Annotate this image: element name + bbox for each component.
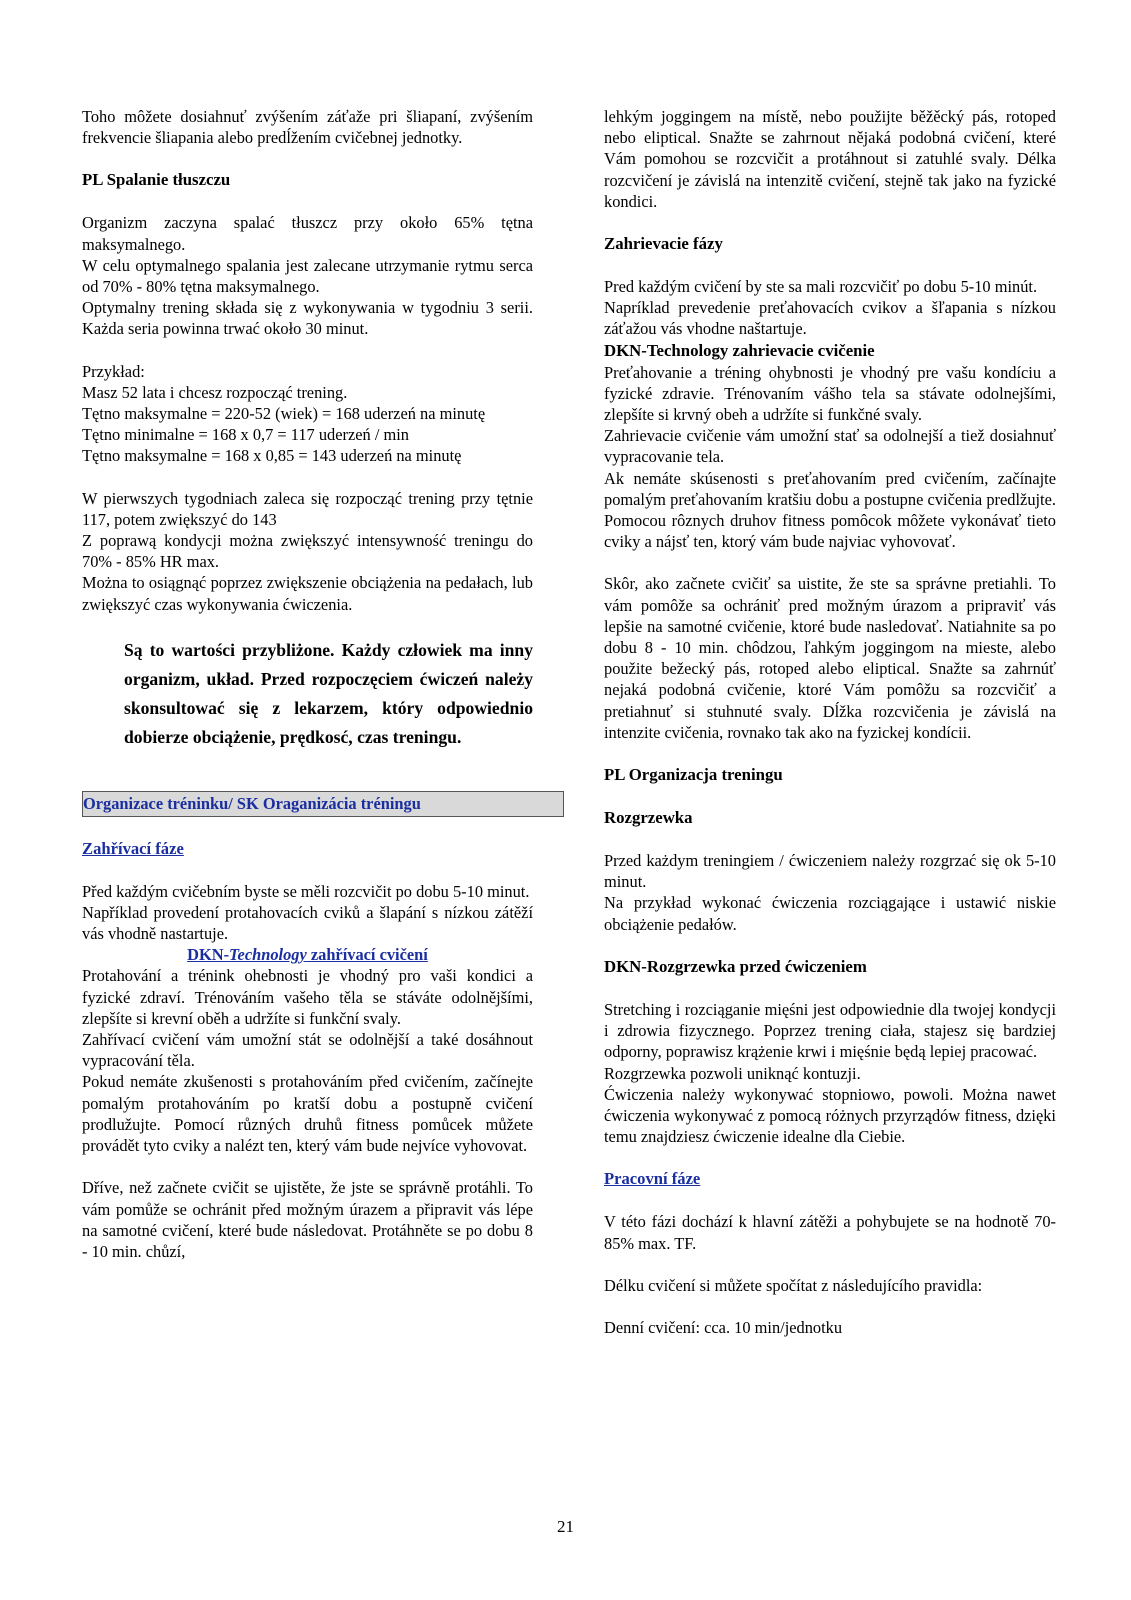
paragraph: Před každým cvičebním byste se měli rozcvičit po dobu 5-10 minut. [82, 881, 530, 901]
paragraph: Zahrievacie cvičenie vám umožní stať sa odolnejší a tiež dosiahnuť vypracovanie tela. [604, 426, 1056, 467]
paragraph: Rozgrzewka pozwoli uniknąć kontuzji. [604, 1063, 861, 1083]
paragraph: Z poprawą kondycji można zwiększyć intensywność treningu do 70% - 85% HR max. [82, 531, 533, 572]
paragraph: Organizm zaczyna spalać tłuszcz przy około 65% tętna maksymalnego. [82, 213, 533, 254]
paragraph: Preťahovanie a tréning ohybnosti je vhodný pre vašu kondíciu a fyzické zdravie. Trénovaním vášho tela sa stávate odolnejšími, zlepšíte si krvný obeh a udržíte si funkčné svaly. [604, 362, 1056, 425]
paragraph: Tętno minimalne = 168 x 0,7 = 117 uderzeń / min [82, 425, 409, 445]
paragraph: Napríklad prevedenie preťahovacích cvikov a šľapania s nízkou záťažou vás vhodne naštartuje. [604, 298, 1056, 339]
subsection-heading: DKN-Technology zahřívací cvičení [187, 945, 428, 965]
paragraph: Délku cvičení si můžete spočítat z následujícího pravidla: [604, 1275, 983, 1295]
paragraph: Například provedení protahovacích cviků a šlapání s nízkou zátěží vás vhodně nastartuje. [82, 903, 533, 944]
section-heading-work-cz: Pracovní fáze [604, 1169, 701, 1189]
section-heading-warmup-cz: Zahřívací fáze [82, 838, 184, 858]
paragraph: Na przykład wykonać ćwiczenia rozciągające i ustawić niskie obciążenie pedałów. [604, 893, 1056, 934]
paragraph: lehkým joggingem na místě, nebo použijte běžěcký pás, rotoped nebo eliptical. Snažte se zahrnout nějaká podobná cvičení, které Vám pomohou se rozcvičit a protáhnout si zatuhlé svaly. Délka rozcvičení je závislá na intenzitě cvičení, stejně tak jako na fyzické kondici. [604, 107, 1056, 211]
section-box-heading [82, 791, 564, 817]
paragraph: Toho môžete dosiahnuť zvýšením záťaže pri šliapaní, zvýšením frekvencie šliapania alebo predĺžením cvičebnej jednotky. [82, 107, 533, 148]
paragraph: Dříve, než začnete cvičit se ujistěte, že jste se správně protáhli. To vám pomůže se ochránit před možným úrazem a připravit vás lépe na samotné cvičení, které bude následovat. Protáhněte se po dobu 8 - 10 min. chůzí, [82, 1178, 533, 1261]
section-heading: DKN-Rozgrzewka przed ćwiczeniem [604, 956, 867, 976]
paragraph: Optymalny trening składa się z wykonywania w tygodniu 3 serii. Każda seria powinna trwać około 30 minut. [82, 298, 533, 339]
paragraph: Pred každým cvičení by ste sa mali rozcvičiť po dobu 5-10 minút. [604, 277, 1038, 297]
right-column [604, 106, 1056, 1338]
section-heading: Rozgrzewka [604, 808, 693, 828]
paragraph: Przykład: [82, 361, 145, 381]
paragraph: W pierwszych tygodniach zaleca się rozpocząć trening przy tętnie 117, potem zwiększyć do 143 [82, 488, 533, 529]
box-heading-text: Organizace tréninku/ SK Oraganizácia tréningu [83, 793, 421, 813]
section-heading: PL Spalanie tłuszczu [82, 170, 231, 190]
subsection-heading: DKN-Technology zahrievacie cvičenie [604, 340, 875, 360]
paragraph: Ak nemáte skúsenosti s preťahovaním pred cvičením, začínajte pomalým preťahovaním kratšiu dobu a postupne cvičenia predlžujte. Pomocou rôznych druhov fitness pomôcok môžete vykonávať tieto cviky a nájsť ten, ktorý vám bude najviac vyhovovať. [604, 468, 1056, 552]
paragraph: Można to osiągnąć poprzez zwiększenie obciążenia na pedałach, lub zwiększyć czas wykonywania ćwiczenia. [82, 573, 533, 614]
paragraph: Stretching i rozciąganie mięśni jest odpowiednie dla twojej kondycji i zdrowia fizycznego. Poprzez trening ciała, stajesz się bardziej odporny, poprawisz krążenie krwi i mięśnie będą lepiej pracować. [604, 999, 1056, 1062]
paragraph: Tętno maksymalne = 168 x 0,85 = 143 uderzeń na minutę [82, 446, 462, 466]
paragraph: Tętno maksymalne = 220-52 (wiek) = 168 uderzeń na minutę [82, 404, 486, 424]
page-number: 21 [557, 1517, 574, 1536]
paragraph: Pokud nemáte zkušenosti s protahováním před cvičením, začínejte pomalým protahováním po kratší dobu a postupně cvičení prodlužujte. Pomocí různých druhů fitness pomůcek můžete provádět tyto cviky a nalézt ten, který vám bude nejvíce vyhovovat. [82, 1072, 533, 1156]
paragraph: Przed każdym treningiem / ćwiczeniem należy rozgrzać się ok 5-10 minut. [604, 851, 1056, 892]
warning-notice: Są to wartości przybliżone. Każdy człowiek ma inny organizm, układ. Przed rozpoczęciem ćwiczeń należy skonsultować się z lekarzem, który odpowiednio dobierze obciążenie, prędkosć, czas treningu. [124, 639, 533, 747]
paragraph: Masz 52 lata i chcesz rozpocząć trening. [82, 382, 348, 402]
paragraph: W celu optymalnego spalania jest zalecane utrzymanie rytmu serca od 70% - 80% tętna maksymalnego. [82, 255, 533, 297]
section-heading: PL Organizacja treningu [604, 765, 783, 785]
paragraph: Protahování a trénink ohebnosti je vhodný pro vaši kondici a fyzické zdraví. Trénováním vašeho těla se stáváte odolnějšími, zlepšíte si krevní oběh a udržíte si funkční svaly. [82, 966, 533, 1028]
section-heading: Zahrievacie fázy [604, 234, 723, 254]
paragraph: Zahřívací cvičení vám umožní stát se odolnější a také dosáhnout vypracování těla. [82, 1030, 533, 1071]
paragraph: Ćwiczenia należy wykonywać stopniowo, powoli. Można nawet ćwiczenia wykonywać z pomocą różnych przyrządów fitness, dzięki temu znajdziesz ćwiczenie idealne dla Ciebie. [604, 1084, 1056, 1147]
left-column [82, 106, 533, 1262]
paragraph: V této fázi dochází k hlavní zátěži a pohybujete se na hodnotě 70-85% max. TF. [604, 1212, 1056, 1253]
paragraph: Skôr, ako začnete cvičiť sa uistite, že ste sa správne pretiahli. To vám pomôže sa ochrániť pred možným úrazom a pripraviť vás lepšie na samotné cvičenie, ktoré bude nasledovať. Natiahnite sa po dobu 8 - 10 min. chôdzou, ľahkým joggingom na mieste, alebo použite bežecký pás, rotoped alebo eliptical. Snažte sa zahrnúť nejaká podobná cvičenie, ktoré Vám pomôžu sa rozcvičiť a pretiahnuť si stuhnuté svaly. Dĺžka rozcvičenia je závislá na intenzite cvičenia, rovnako tak ako na fyzickej kondícii. [604, 574, 1056, 742]
paragraph: Denní cvičení: cca. 10 min/jednotku [604, 1317, 843, 1337]
